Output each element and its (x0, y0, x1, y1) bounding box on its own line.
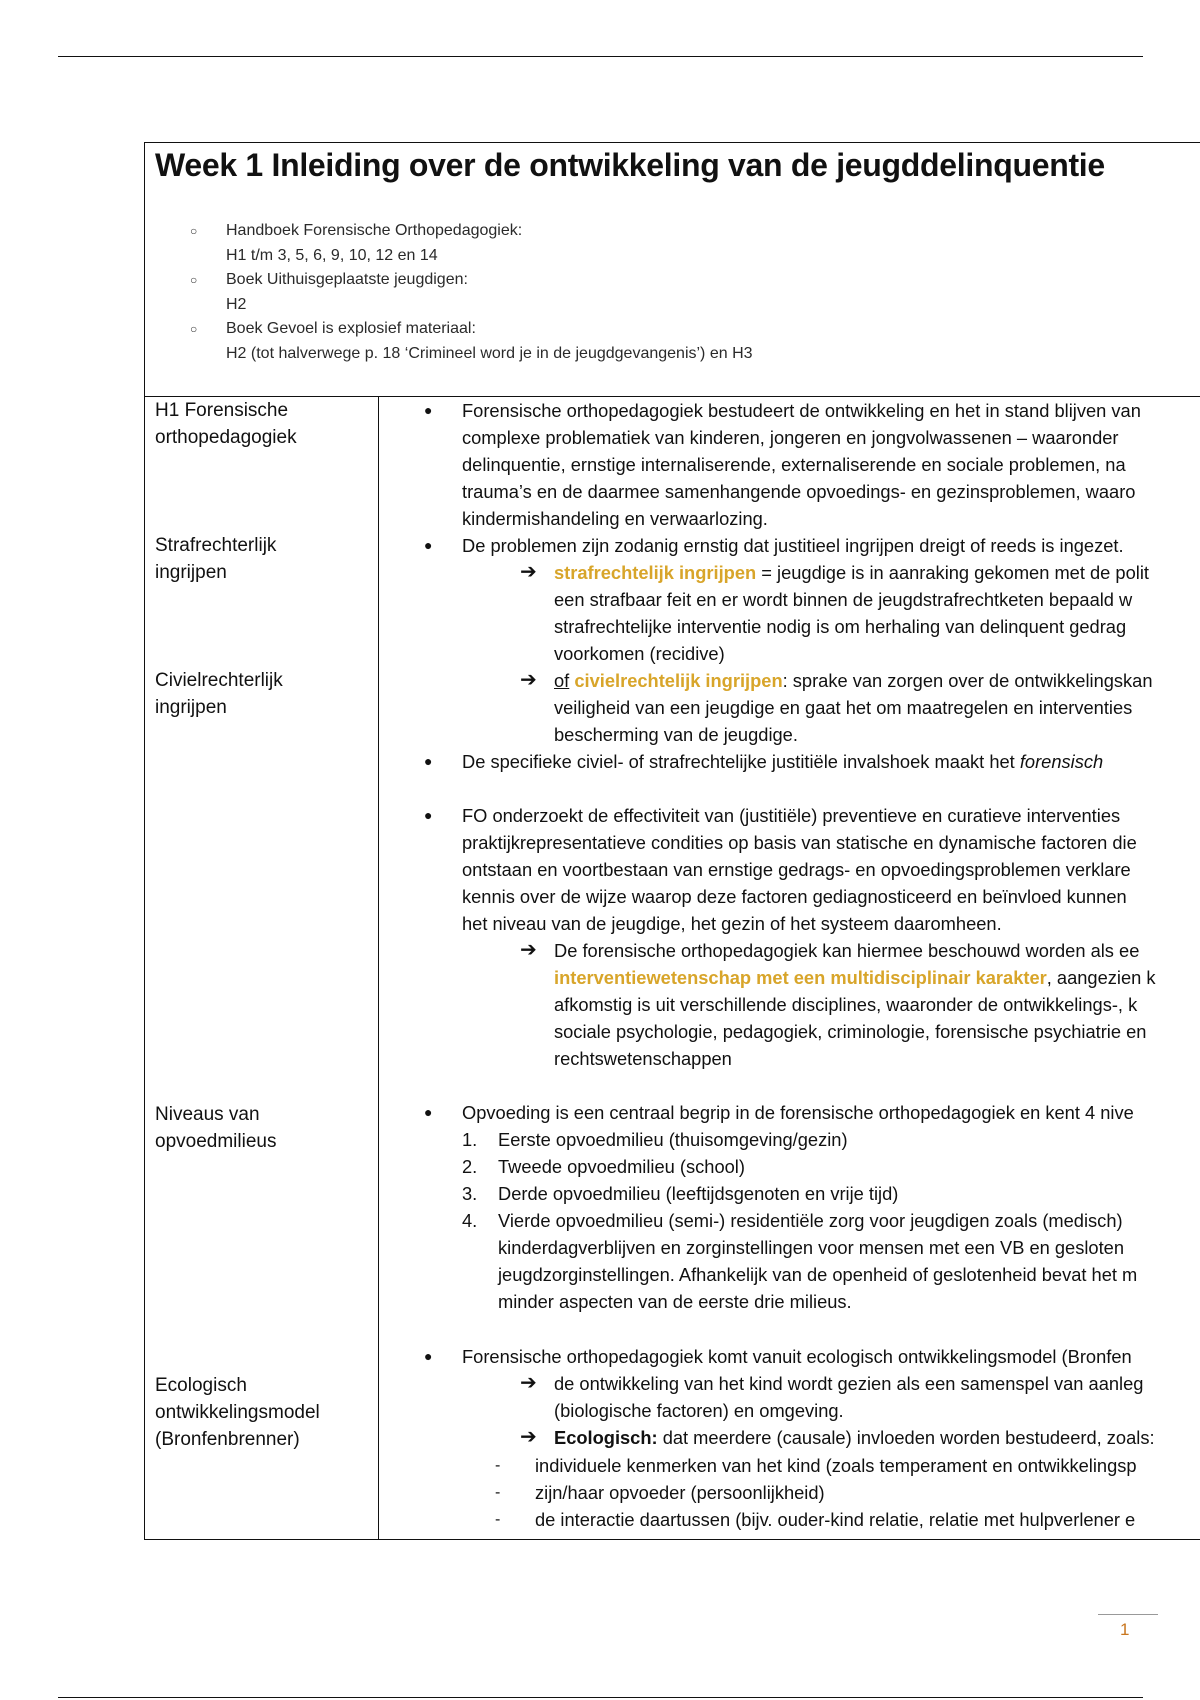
definition-line: of civielrechtelijk ingrijpen: sprake van zorgen over de ontwikkelingskan (554, 670, 1153, 691)
circle-bullet-icon: ○ (190, 224, 198, 238)
paragraph-line: de ontwikkeling van het kind wordt gezien als een samenspel van aanleg (554, 1373, 1144, 1394)
paragraph-line: ontstaan en voortbestaan van ernstige gedrags- en opvoedingsproblemen verklare (462, 859, 1131, 880)
dash-icon: - (495, 1511, 501, 1528)
arrow-right-icon: ➔ (520, 1372, 537, 1394)
bullet-icon: ● (424, 402, 433, 418)
list-item: Derde opvoedmilieu (leeftijdsgenoten en vrije tijd) (498, 1183, 899, 1204)
dash-icon: - (495, 1484, 501, 1501)
paragraph-line: trauma’s en de daarmee samenhangende opvoedings- en gezinsproblemen, waaro (462, 481, 1136, 502)
page-title: Week 1 Inleiding over de ontwikkeling van de jeugddelinquentie (155, 147, 1105, 183)
topic-strafrechterlijk: Strafrechterlijk ingrijpen (155, 535, 277, 583)
paragraph-line: kennis over de wijze waarop deze factoren gediagnosticeerd en beïnvloed kunnen (462, 886, 1127, 907)
bullet-icon: ● (424, 537, 433, 553)
page-number: 1 (1120, 1620, 1130, 1639)
paragraph-line: voorkomen (recidive) (554, 643, 725, 664)
bullet-icon: ● (424, 1348, 433, 1364)
paragraph-line: praktijkrepresentatieve condities op basis van statische en dynamische factoren die (462, 832, 1137, 853)
paragraph-line: Forensische orthopedagogiek komt vanuit ecologisch ontwikkelingsmodel (Bronfen (462, 1346, 1132, 1367)
bullet-icon: ● (424, 807, 433, 823)
notes-table (144, 142, 1200, 1540)
footer-border (58, 1697, 1143, 1698)
reading-item: ○ Boek Uithuisgeplaatste jeugdigen: H2 (190, 268, 753, 317)
paragraph-line: minder aspecten van de eerste drie milieus. (498, 1291, 852, 1312)
list-item: individuele kenmerken van het kind (zoals temperament en ontwikkelingsp (535, 1455, 1137, 1476)
paragraph-line: rechtswetenschappen (554, 1048, 732, 1069)
content-column (380, 397, 1200, 1539)
paragraph-line: complexe problematiek van kinderen, jongeren en jongvolwassenen – waaronder (462, 427, 1119, 448)
reading-list (190, 219, 753, 366)
bullet-icon: ● (424, 1104, 433, 1120)
bullet-icon: ● (424, 753, 433, 769)
topic-ecologisch: Ecologisch ontwikkelingsmodel (Bronfenbrenner) (155, 1375, 320, 1450)
paragraph-line: kinderdagverblijven en zorginstellingen voor mensen met een VB en gesloten (498, 1237, 1125, 1258)
paragraph-line: delinquentie, ernstige internaliserende, externaliserende en sociale problemen, na (462, 454, 1126, 475)
topic-column (145, 397, 379, 1539)
paragraph-line: een strafbaar feit en er wordt binnen de jeugdstrafrechtketen bepaald w (554, 589, 1133, 610)
circle-bullet-icon: ○ (190, 273, 198, 287)
list-number: 4. (462, 1210, 478, 1231)
paragraph-line: het niveau van de jeugdige, het gezin of het systeem daaromheen. (462, 913, 1002, 934)
paragraph-line: afkomstig is uit verschillende disciplines, waaronder de ontwikkelings-, k (554, 994, 1138, 1015)
list-item: zijn/haar opvoeder (persoonlijkheid) (535, 1482, 825, 1503)
list-item: Vierde opvoedmilieu (semi-) residentiële zorg voor jeugdigen zoals (medisch) (498, 1210, 1123, 1231)
reading-item: ○ Handboek Forensische Orthopedagogiek: H1 t/m 3, 5, 6, 9, 10, 12 en 14 (190, 219, 753, 268)
table-header-cell (145, 143, 1200, 397)
arrow-right-icon: ➔ (520, 561, 537, 583)
paragraph-line: strafrechtelijke interventie nodig is om herhaling van delinquent gedrag (554, 616, 1127, 637)
topic-h1: H1 Forensische orthopedagogiek (155, 400, 297, 448)
dash-icon: - (495, 1457, 501, 1474)
circle-bullet-icon: ○ (190, 322, 198, 336)
footer-rule (1098, 1614, 1158, 1615)
list-number: 2. (462, 1156, 478, 1177)
list-item: Tweede opvoedmilieu (school) (498, 1156, 745, 1177)
paragraph-line: De specifieke civiel- of strafrechtelijke justitiële invalshoek maakt het forensisch (462, 751, 1104, 772)
paragraph-line: sociale psychologie, pedagogiek, criminologie, forensische psychiatrie en (554, 1021, 1147, 1042)
paragraph-line: (biologische factoren) en omgeving. (554, 1400, 844, 1421)
paragraph-line: Opvoeding is een centraal begrip in de forensische orthopedagogiek en kent 4 nive (462, 1102, 1134, 1123)
paragraph-line: FO onderzoekt de effectiviteit van (justitiële) preventieve en curatieve interventies (462, 805, 1121, 826)
paragraph-line: jeugdzorginstellingen. Afhankelijk van de openheid of geslotenheid bevat het m (498, 1264, 1138, 1285)
definition-line: Ecologisch: dat meerdere (causale) invloeden worden bestudeerd, zoals: (554, 1427, 1155, 1448)
paragraph-line: De forensische orthopedagogiek kan hiermee beschouwd worden als ee (554, 940, 1140, 961)
arrow-right-icon: ➔ (520, 939, 537, 961)
topic-civielrechterlijk: Civielrechterlijk ingrijpen (155, 670, 283, 718)
paragraph-line: kindermishandeling en verwaarlozing. (462, 508, 768, 529)
definition-line: interventiewetenschap met een multidisciplinair karakter, aangezien k (554, 967, 1156, 988)
paragraph-line: bescherming van de jeugdige. (554, 724, 798, 745)
paragraph-line: veiligheid van een jeugdige en gaat het om maatregelen en interventies (554, 697, 1133, 718)
definition-line: strafrechtelijk ingrijpen = jeugdige is in aanraking gekomen met de polit (554, 562, 1149, 583)
header-rule (58, 56, 1143, 57)
list-number: 3. (462, 1183, 478, 1204)
reading-item: ○ Boek Gevoel is explosief materiaal: H2 (tot halverwege p. 18 ‘Crimineel word je in de jeugdgevangenis’) en H3 (190, 317, 753, 366)
paragraph-line: Forensische orthopedagogiek bestudeert de ontwikkeling en het in stand blijven van (462, 400, 1141, 421)
list-item: de interactie daartussen (bijv. ouder-kind relatie, relatie met hulpverlener e (535, 1509, 1136, 1530)
topic-niveaus: Niveaus van opvoedmilieus (155, 1104, 277, 1152)
list-number: 1. (462, 1129, 478, 1150)
arrow-right-icon: ➔ (520, 669, 537, 691)
list-item: Eerste opvoedmilieu (thuisomgeving/gezin) (498, 1129, 848, 1150)
arrow-right-icon: ➔ (520, 1426, 537, 1448)
paragraph-line: De problemen zijn zodanig ernstig dat justitieel ingrijpen dreigt of reeds is ingezet. (462, 535, 1124, 556)
